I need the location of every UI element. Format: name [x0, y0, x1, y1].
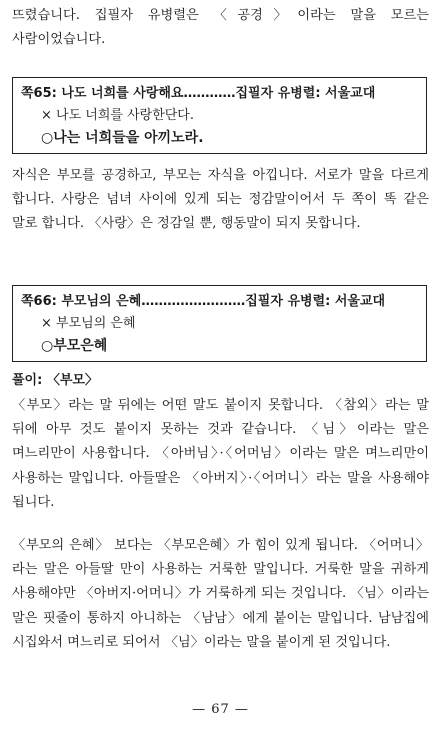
paragraph-grace: 〈부모의 은혜〉 보다는 〈부모은혜〉가 힘이 있게 됩니다. 〈어머니〉라는 말은 아들딸 만이 사용하는 거룩한 말입니다. 거룩한 말을 귀하게 사용해야만 〈아버지·어머니〉가 거룩하게 되는 것입니다. 〈님〉이라는 말은 핏줄이 통하지 아니하는 〈남남〉에게 붙이는 말입니다. 남남집에 시집와서 며느리로 되어서 〈님〉이라는 말을 붙이게 된 것입니다.: [12, 538, 429, 650]
example-box-66-correct: ○부모은혜: [41, 338, 108, 354]
page-number: — 67 —: [192, 702, 249, 717]
example-box-65-correct: ○나는 너희들을 아끼노라.: [41, 130, 204, 146]
example-box-66-heading: 쪽66: 부모님의 은혜……………………집필자 유병렬: 서울교대: [21, 294, 386, 309]
example-box-66-wrong: × 부모님의 은혜: [41, 316, 136, 331]
intro-paragraph: 뜨렸습니다. 집필자 유병렬은 〈공경〉이라는 말을 모르는 사람이었습니다.: [12, 8, 429, 48]
example-box-65-wrong: × 나도 너희를 사랑한단다.: [41, 108, 195, 123]
paragraph-parents: 〈부모〉라는 말 뒤에는 어떤 말도 붙이지 못합니다. 〈참외〉라는 말 뒤에 아무 것도 붙이지 못하는 것과 같습니다. 〈님〉이라는 말은 며느리만이 사용합니다. 〈아버님〉·〈어머님〉이라는 말은 며느리만이 사용하는 말입니다. 아들딸은 〈아버지〉·〈어머니〉라는 말을 사용해야 됩니다.: [12, 398, 429, 510]
paragraph-love: 자식은 부모를 공경하고, 부모는 자식을 아낍니다. 서로가 말을 다르게 합니다. 사랑은 넘녀 사이에 있게 되는 정감말이어서 두 쪽이 똑 같은 말로 합니다. 〈사랑〉은 정감일 뿐, 행동말이 되지 못합니다.: [12, 168, 429, 232]
example-box-65: [12, 77, 427, 154]
example-box-66: [12, 285, 427, 362]
example-box-65-heading: 쪽65: 나도 너희를 사랑해요…………집필자 유병렬: 서울교대: [21, 86, 376, 101]
explanation-heading: 풀이: 〈부모〉: [12, 373, 98, 388]
